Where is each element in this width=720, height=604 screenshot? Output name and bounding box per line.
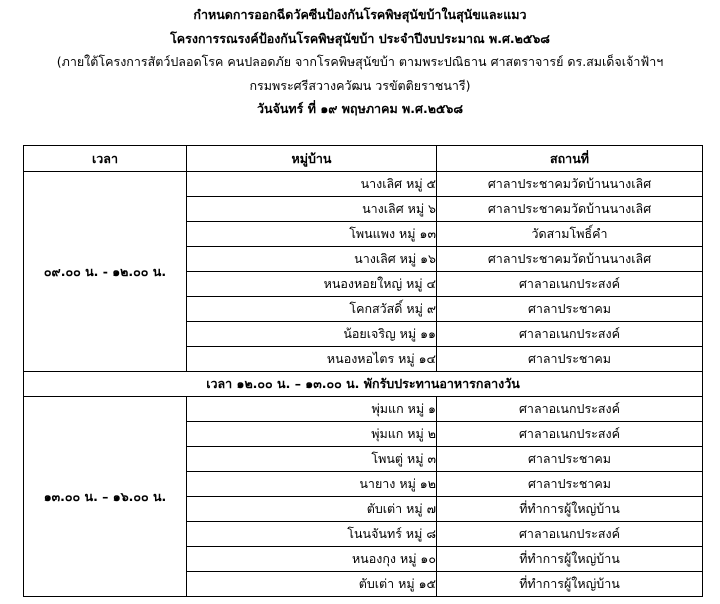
place-cell: ศาลาประชาคมวัดบ้านนางเลิศ: [437, 197, 703, 222]
schedule-table: [23, 145, 703, 597]
lunch-break-row: [24, 372, 703, 397]
village-cell: นางเลิศ หมู่ ๖: [187, 197, 437, 222]
subtitle-line-4: กรมพระศรีสวางควัฒน วรขัตติยราชนารี): [249, 77, 471, 93]
village-cell: นางเลิศ หมู่ ๕: [187, 172, 437, 197]
title-line-1: กำหนดการออกฉีดวัคซีนป้องกันโรคพิษสุนัขบ้าในสุนัขและแมว: [193, 7, 527, 22]
village-cell: พุ่มแก หมู่ ๑: [187, 397, 437, 422]
village-cell: ตับเต่า หมู่ ๗: [187, 497, 437, 522]
place-cell: ศาลาประชาคม: [437, 297, 703, 322]
village-cell: น้อยเจริญ หมู่ ๑๑: [187, 322, 437, 347]
place-cell: วัดสามโพธิ์คำ: [437, 222, 703, 247]
place-cell: ศาลาอเนกประสงค์: [437, 397, 703, 422]
place-cell: ศาลาประชาคม: [437, 447, 703, 472]
village-cell: โพนตู่ หมู่ ๓: [187, 447, 437, 472]
header-time: เวลา: [24, 146, 187, 172]
village-cell: โนนจันทร์ หมู่ ๘: [187, 522, 437, 547]
afternoon-section: [24, 397, 703, 597]
village-cell: นายาง หมู่ ๑๒: [187, 472, 437, 497]
lunch-break-cell: เวลา ๑๒.๐๐ น. – ๑๓.๐๐ น. พักรับประทานอาหารกลางวัน: [24, 372, 703, 397]
header-village: หมู่บ้าน: [187, 146, 437, 172]
village-cell: ตับเต่า หมู่ ๑๕: [187, 572, 437, 597]
place-cell: ที่ทำการผู้ใหญ่บ้าน: [437, 497, 703, 522]
village-cell: นางเลิศ หมู่ ๑๖: [187, 247, 437, 272]
place-cell: ศาลาประชาคมวัดบ้านนางเลิศ: [437, 172, 703, 197]
document-header: [0, 3, 720, 121]
village-cell: หนองหอยใหญ่ หมู่ ๔: [187, 272, 437, 297]
table-row: [24, 397, 703, 422]
village-cell: พุ่มแก หมู่ ๒: [187, 422, 437, 447]
title-line-2: โครงการรณรงค์ป้องกันโรคพิษสุนัขบ้า ประจำปีงบประมาณ พ.ศ.๒๕๖๘: [170, 30, 550, 46]
place-cell: ศาลาอเนกประสงค์: [437, 422, 703, 447]
afternoon-time-slot: ๑๓.๐๐ น. – ๑๖.๐๐ น.: [24, 397, 187, 597]
village-cell: หนองกุง หมู่ ๑๐: [187, 547, 437, 572]
place-cell: ศาลาอเนกประสงค์: [437, 322, 703, 347]
morning-section: [24, 172, 703, 397]
place-cell: ที่ทำการผู้ใหญ่บ้าน: [437, 572, 703, 597]
village-cell: โคกสวัสดิ์ หมู่ ๙: [187, 297, 437, 322]
place-cell: ศาลาประชาคม: [437, 472, 703, 497]
village-cell: หนองหอไตร หมู่ ๑๔: [187, 347, 437, 372]
date-line: วันจันทร์ ที่ ๑๙ พฤษภาคม พ.ศ.๒๕๖๘: [257, 101, 463, 116]
place-cell: ศาลาประชาคม: [437, 347, 703, 372]
place-cell: ศาลาอเนกประสงค์: [437, 272, 703, 297]
header-place: สถานที่: [437, 146, 703, 172]
village-cell: โพนแพง หมู่ ๑๓: [187, 222, 437, 247]
subtitle-line-3: (ภายใต้โครงการสัตว์ปลอดโรค คนปลอดภัย จากโรคพิษสุนัขบ้า ตามพระปณิธาน ศาสตราจารย์ ดร.สมเด็จเจ้าฟ้าฯ: [56, 54, 664, 69]
table-header-row: [24, 146, 703, 172]
table-row: [24, 172, 703, 197]
place-cell: ศาลาประชาคมวัดบ้านนางเลิศ: [437, 247, 703, 272]
place-cell: ที่ทำการผู้ใหญ่บ้าน: [437, 547, 703, 572]
place-cell: ศาลาอเนกประสงค์: [437, 522, 703, 547]
morning-time-slot: ๐๙.๐๐ น. - ๑๒.๐๐ น.: [24, 172, 187, 372]
